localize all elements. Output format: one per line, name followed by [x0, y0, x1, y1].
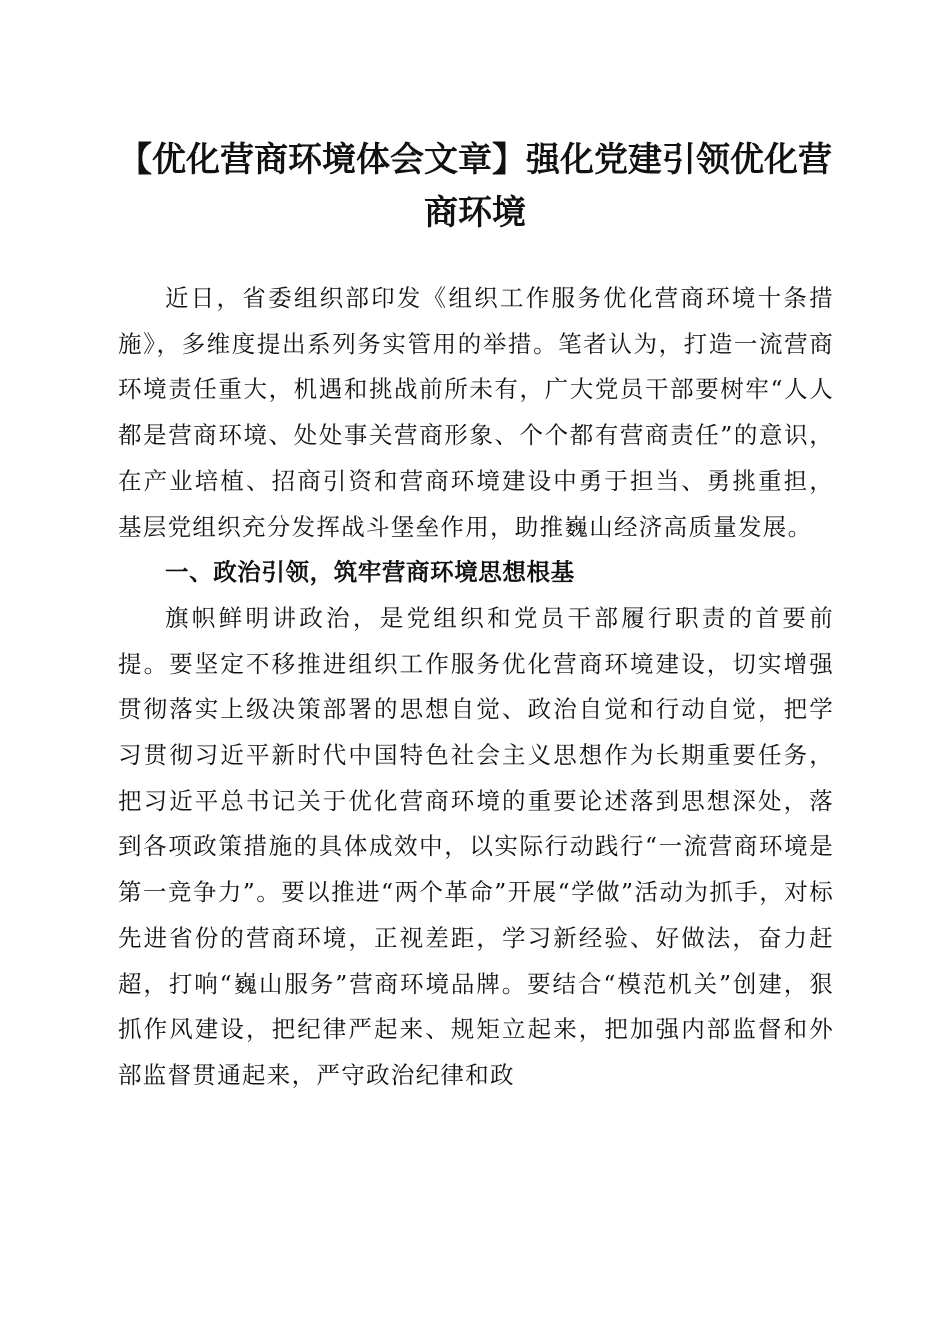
section-heading: 一、政治引领，筑牢营商环境思想根基 — [165, 558, 575, 587]
document-body — [118, 276, 834, 1099]
section-paragraph: 旗帜鲜明讲政治，是党组织和党员干部履行职责的首要前提。要坚定不移推进组织工作服务优化营商环境建设，切实增强贯彻落实上级决策部署的思想自觉、政治自觉和行动自觉，把学习贯彻习近平新时代中国特色社会主义思想作为长期重要任务，把习近平总书记关于优化营商环境的重要论述落到思想深处，落到各项政策措施的具体成效中，以实际行动践行“一流营商环境是第一竞争力”。要以推进“两个革命”开展“学做”活动为抓手，对标先进省份的营商环境，正视差距，学习新经验、好做法，奋力赶超，打响“巍山服务”营商环境品牌。要结合“模范机关”创建，狠抓作风建设，把纪律严起来、规矩立起来，把加强内部监督和外部监督贯通起来，严守政治纪律和政 — [118, 603, 834, 1089]
document-title: 【优化营商环境体会文章】强化党建引领优化营商环境 — [118, 140, 832, 233]
intro-paragraph: 近日，省委组织部印发《组织工作服务优化营商环境十条措施》，多维度提出系列务实管用的举措。笔者认为，打造一流营商环境责任重大，机遇和挑战前所未有，广大党员干部要树牢“人人都是营商环境、处处事关营商形象、个个都有营商责任”的意识，在产业培植、招商引资和营商环境建设中勇于担当、勇挑重担，基层党组织充分发挥战斗堡垒作用，助推巍山经济高质量发展。 — [118, 284, 834, 541]
